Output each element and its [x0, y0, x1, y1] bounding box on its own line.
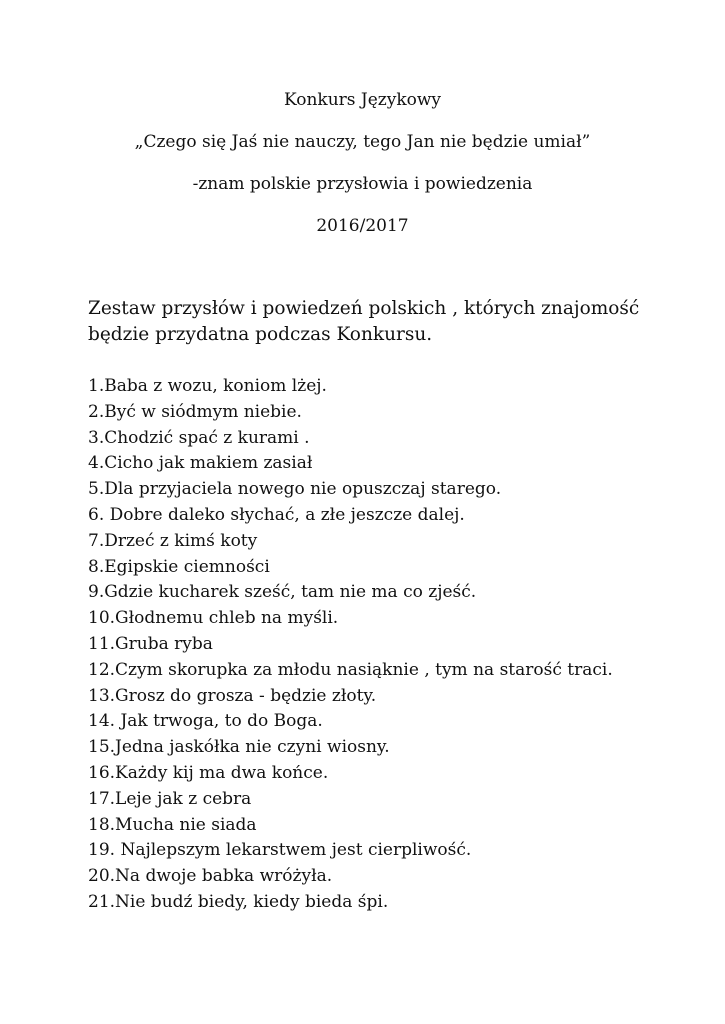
- school-year: 2016/2017: [316, 216, 409, 236]
- proverb-item: 11.Gruba ryba: [88, 633, 213, 654]
- contest-subtitle: -znam polskie przysłowia i powiedzenia: [192, 174, 533, 194]
- proverb-item: 16.Każdy kij ma dwa końce.: [88, 762, 329, 783]
- proverb-item: 3.Chodzić spać z kurami .: [88, 427, 310, 448]
- proverb-item: 1.Baba z wozu, koniom lżej.: [88, 376, 327, 396]
- proverb-item: 19. Najlepszym lekarstwem jest cierpliwość.: [88, 840, 472, 861]
- contest-title: Konkurs Językowy: [283, 90, 442, 110]
- proverb-item: 21.Nie budź biedy, kiedy bieda śpi.: [88, 891, 389, 912]
- proverb-item: 6. Dobre daleko słychać, a złe jeszcze dalej.: [88, 504, 465, 525]
- intro-line-1: Zestaw przysłów i powiedzeń polskich , których znajomość: [88, 298, 640, 319]
- intro-line-2: będzie przydatna podczas Konkursu.: [88, 324, 433, 345]
- proverb-item: 7.Drzeć z kimś koty: [88, 530, 258, 551]
- proverb-item: 18.Mucha nie siada: [88, 814, 257, 835]
- proverb-item: 12.Czym skorupka za młodu nasiąknie , tym na starość traci.: [88, 659, 613, 680]
- proverb-item: 13.Grosz do grosza - będzie złoty.: [88, 685, 377, 706]
- proverb-item: 8.Egipskie ciemności: [88, 556, 270, 577]
- intro-paragraph: [88, 296, 688, 348]
- proverb-item: 4.Cicho jak makiem zasiał: [88, 453, 313, 474]
- proverb-item: 14. Jak trwoga, to do Boga.: [88, 711, 323, 732]
- proverb-item: 17.Leje jak z cebra: [88, 788, 252, 809]
- proverb-item: 2.Być w siódmym niebie.: [88, 401, 302, 422]
- proverb-item: 5.Dla przyjaciela nowego nie opuszczaj starego.: [88, 479, 502, 500]
- document-header: [0, 86, 725, 254]
- proverb-item: 20.Na dwoje babka wróżyła.: [88, 866, 333, 887]
- proverb-item: 10.Głodnemu chleb na myśli.: [88, 608, 339, 629]
- proverb-list: [88, 374, 708, 916]
- proverb-item: 15.Jedna jaskółka nie czyni wiosny.: [88, 737, 390, 758]
- proverb-item: 9.Gdzie kucharek sześć, tam nie ma co zjeść.: [88, 582, 477, 603]
- contest-motto: „Czego się Jaś nie nauczy, tego Jan nie będzie umiał”: [134, 132, 591, 152]
